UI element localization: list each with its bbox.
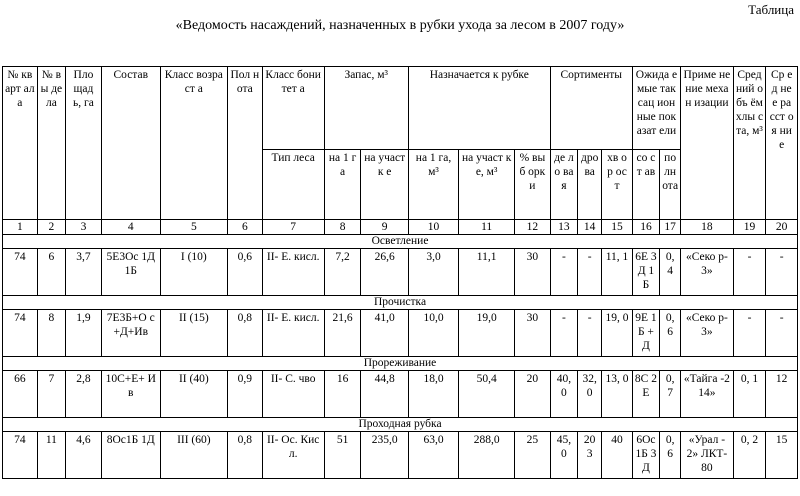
section-title: Осветление [3,235,798,249]
table-cell: 6Е 3Д 1Б [632,249,659,296]
header-zapas: Запас, м³ [324,67,408,150]
table-cell: 6 [37,249,65,296]
table-row [3,249,798,296]
column-number: 16 [632,220,659,235]
header-kvartal: № кварт ала [3,67,38,220]
table-cell: 30 [514,310,550,357]
table-cell: 18,0 [408,371,458,418]
header-nazn-na-uchastke: на участ ке, м³ [459,150,515,220]
column-numbers-row [3,220,798,235]
table-cell: 11,1 [459,249,515,296]
column-number: 8 [324,220,361,235]
table-cell: 0, 2 [733,432,766,479]
column-number: 5 [160,220,227,235]
table-cell: II- С. чво [262,371,324,418]
header-rasstoyanie: Ср ед не е ра сст оя ни е [766,67,798,220]
table-cell: 40, 0 [550,371,577,418]
header-sostav: Состав [101,67,160,220]
section-title: Прочистка [3,296,798,310]
table-cell: 12 [766,371,798,418]
header-taks-pokazateli: Ожида емые таксац ионные показат ели [632,67,680,150]
table-label: Таблица [748,2,794,17]
column-number: 7 [262,220,324,235]
table-cell: 288,0 [459,432,515,479]
header-tip-lesa: Тип леса [262,150,324,220]
table-cell: III (60) [160,432,227,479]
document-title: «Ведомость насаждений, назначенных в рубки ухода за лесом в 2007 году» [175,18,625,33]
column-number: 9 [361,220,408,235]
vedomost-table [2,66,798,479]
table-cell: 74 [3,310,38,357]
table-cell: 0, 1 [733,371,766,418]
table-cell: 66 [3,371,38,418]
table-cell: 21,6 [324,310,361,357]
table-cell: 74 [3,432,38,479]
header-ploshchad: Пло щад ь, га [66,67,102,220]
table-cell: «Тайга -214» [681,371,734,418]
column-number: 19 [733,220,766,235]
section-header-row [3,235,798,249]
column-number: 14 [578,220,602,235]
table-cell: 50,4 [459,371,515,418]
table-cell: 20 3 [578,432,602,479]
table-cell: 7 [37,371,65,418]
column-number: 12 [514,220,550,235]
table-cell: 19,0 [459,310,515,357]
table-cell: - [766,249,798,296]
table-cell: 8Ос1Б 1Д [101,432,160,479]
column-number: 6 [227,220,262,235]
header-vydel: № вы де ла [37,67,65,220]
section-header-row [3,296,798,310]
table-cell: 235,0 [361,432,408,479]
table-cell: 0, 6 [660,432,681,479]
table-cell: 51 [324,432,361,479]
table-cell: 0,9 [227,371,262,418]
column-number: 4 [101,220,160,235]
header-naznachaetsya: Назначается к рубке [408,67,550,150]
table-cell: 0,8 [227,310,262,357]
column-number: 20 [766,220,798,235]
header-row-1 [3,67,798,150]
table-cell: 0, 4 [660,249,681,296]
column-number: 1 [3,220,38,235]
table-cell: II (40) [160,371,227,418]
table-cell: «Секо р-3» [681,249,734,296]
header-klass-boniteta: Класс бонитет а [262,67,324,150]
table-cell: - [550,249,577,296]
header-sortimenty: Сортименты [550,67,632,150]
column-number: 13 [550,220,577,235]
section-title: Проходная рубка [3,418,798,432]
table-cell: - [766,310,798,357]
header-nazn-na-1ga: на 1 га, м³ [408,150,458,220]
column-number: 11 [459,220,515,235]
column-number: 18 [681,220,734,235]
table-cell: 15 [766,432,798,479]
column-number: 2 [37,220,65,235]
table-cell: 6Ос 1Б 3Д [632,432,659,479]
table-cell: 0, 7 [660,371,681,418]
table-cell: 7,2 [324,249,361,296]
table-cell: - [733,249,766,296]
table-cell: - [550,310,577,357]
header-sredniy-obem: Сред ний объ ём хлы ста, м³ [733,67,766,220]
table-cell: 0, 6 [660,310,681,357]
table-cell: 3,0 [408,249,458,296]
table-cell: 26,6 [361,249,408,296]
column-number: 3 [66,220,102,235]
table-cell: 11 [37,432,65,479]
table-cell: 2,8 [66,371,102,418]
section-header-row [3,357,798,371]
table-cell: 4,6 [66,432,102,479]
table-cell: 44,8 [361,371,408,418]
table-cell: «Секо р-3» [681,310,734,357]
table-cell: II- Е. кисл. [262,310,324,357]
column-number: 10 [408,220,458,235]
table-cell: - [578,249,602,296]
header-polnota2: по лн ота [660,150,681,220]
table-cell: 16 [324,371,361,418]
header-zapas-na-uchastke: на участк е [361,150,408,220]
header-nazn-pct: % выб орки [514,150,550,220]
table-cell: II (15) [160,310,227,357]
header-mekhanizatsiya: Приме нение механ изации [681,67,734,220]
table-cell: I (10) [160,249,227,296]
table-cell: 45, 0 [550,432,577,479]
table-cell: 32, 0 [578,371,602,418]
header-zapas-na-1ga: на 1 га [324,150,361,220]
header-khvorost: хв ор ос т [602,150,633,220]
table-cell: II- Е. кисл. [262,249,324,296]
table-cell: 5Е3Ос 1Д1Б [101,249,160,296]
table-cell: 74 [3,249,38,296]
table-cell: 8 [37,310,65,357]
table-cell: - [733,310,766,357]
table-cell: 11, 1 [602,249,633,296]
table-cell: 7Е3Б+О с+Д+Ив [101,310,160,357]
table-row [3,310,798,357]
table-cell: II- Ос. Кисл. [262,432,324,479]
table-cell: 9Е 1Б +Д [632,310,659,357]
table-cell: 63,0 [408,432,458,479]
header-klass-vozrasta: Класс возраст а [160,67,227,220]
table-cell: 3,7 [66,249,102,296]
table-cell: - [578,310,602,357]
column-number: 15 [602,220,633,235]
section-title: Прореживание [3,357,798,371]
table-cell: 0,8 [227,432,262,479]
table-cell: 10,0 [408,310,458,357]
header-sostav2: со ст ав [632,150,659,220]
header-polnota: Пол нота [227,67,262,220]
table-cell: 19, 0 [602,310,633,357]
table-row [3,371,798,418]
table-cell: 0,6 [227,249,262,296]
section-header-row [3,418,798,432]
table-cell: 1,9 [66,310,102,357]
table-cell: «Урал -2» ЛКТ- 80 [681,432,734,479]
table-cell: 30 [514,249,550,296]
header-drova: дро ва [578,150,602,220]
table-cell: 8С 2Е [632,371,659,418]
header-delovaya: де ло ва я [550,150,577,220]
column-number: 17 [660,220,681,235]
table-cell: 13, 0 [602,371,633,418]
table-cell: 10С+Е+ Ив [101,371,160,418]
sections-body [3,235,798,479]
table-row [3,432,798,479]
table-cell: 41,0 [361,310,408,357]
table-cell: 25 [514,432,550,479]
table-cell: 40 [602,432,633,479]
table-cell: 20 [514,371,550,418]
